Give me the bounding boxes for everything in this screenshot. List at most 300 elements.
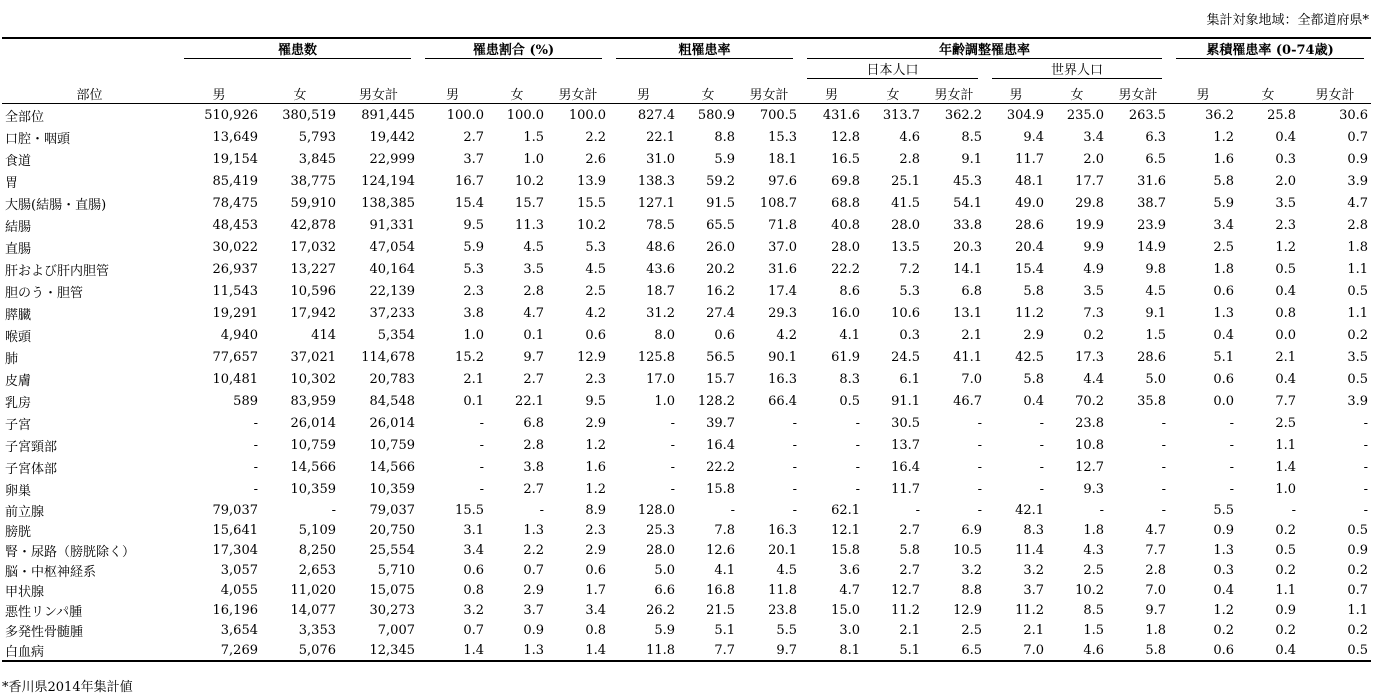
table-row (2, 500, 1371, 520)
table-cell: - (539, 502, 544, 518)
table-cell: 5,076 (261, 640, 339, 661)
table-cell: - (977, 502, 983, 518)
table-cell: - (855, 459, 861, 475)
table-cell: 11.7 (1015, 151, 1045, 167)
table-cell: 1.5 (1145, 327, 1167, 343)
table-cell: 5.0 (1145, 371, 1167, 387)
table-cell: 5.1 (863, 640, 923, 661)
header-part: 部位 (2, 79, 177, 104)
table-cell: 59.2 (706, 173, 736, 189)
table-cell: 4.5 (523, 239, 544, 255)
table-cell: 18.1 (768, 151, 798, 167)
table-cell: 83,959 (290, 393, 336, 409)
group-incidence-count: 罹患数 (177, 38, 418, 59)
table-cell: 14.1 (953, 261, 983, 277)
table-cell: 5.5 (1213, 502, 1235, 518)
table-cell: 26.0 (706, 239, 736, 255)
table-cell: 1.2 (1213, 129, 1235, 145)
table-cell: 2.2 (585, 129, 607, 145)
table-cell: 42,878 (290, 217, 336, 233)
header-male: 男 (609, 79, 678, 104)
table-cell: 49.0 (1015, 195, 1045, 211)
table-cell: 0.6 (1213, 283, 1235, 299)
table-cell: 1.7 (585, 582, 607, 598)
table-cell: 10,759 (290, 437, 336, 453)
table-cell: 13.9 (577, 173, 607, 189)
table-cell: - (479, 459, 484, 475)
table-cell: - (331, 502, 336, 518)
table-cell: 128.0 (637, 502, 676, 518)
table-cell: 15.7 (515, 195, 544, 211)
table-cell: 54.1 (953, 195, 983, 211)
table-cell: 26.2 (646, 602, 676, 618)
table-cell: 37,233 (369, 305, 415, 321)
row-part-name: 脳・中枢神経系 (5, 564, 97, 580)
table-cell: 114,678 (361, 349, 415, 365)
table-cell: 17,942 (290, 305, 336, 321)
table-cell: 18.7 (646, 283, 676, 299)
table-cell: 78.5 (646, 217, 676, 233)
table-cell: 0.4 (1023, 393, 1045, 409)
table-cell: 42.5 (1015, 349, 1045, 365)
table-cell: 16.3 (768, 522, 798, 538)
table-cell: 97.6 (768, 173, 798, 189)
row-part-name: 喉頭 (5, 329, 32, 345)
table-cell: 11,543 (212, 283, 258, 299)
table-cell: 71.8 (768, 217, 798, 233)
table-cell: 91,331 (369, 217, 415, 233)
table-cell: - (1039, 481, 1045, 497)
table-cell: 7.7 (1275, 393, 1297, 409)
table-cell: 0.1 (523, 327, 544, 343)
table-cell: - (792, 415, 798, 431)
table-cell: 36.2 (1205, 107, 1235, 123)
table-cell: 29.3 (768, 305, 798, 321)
table-cell: 10,596 (290, 283, 336, 299)
table-cell: 15.7 (706, 371, 736, 387)
table-cell: 1.3 (1213, 305, 1235, 321)
table-cell: - (1161, 502, 1167, 518)
table-cell: 21.5 (706, 602, 736, 618)
table-cell: 4,940 (220, 327, 258, 343)
group-cumulative-rate: 累積罹患率 (0-74歳) (1169, 38, 1371, 59)
table-cell: 56.5 (706, 349, 736, 365)
table-cell: 10.5 (953, 542, 983, 558)
table-cell: 589 (233, 393, 258, 409)
table-cell: 20.2 (706, 261, 736, 277)
table-cell: 15.4 (455, 195, 484, 211)
table-cell: 8.8 (714, 129, 736, 145)
table-cell: 2.0 (1275, 173, 1297, 189)
table-cell: 22.1 (646, 129, 676, 145)
table-cell: 1.2 (1275, 239, 1297, 255)
row-part-name: 前立腺 (5, 504, 45, 520)
table-row (2, 390, 1371, 412)
table-cell: 3.0 (839, 622, 861, 638)
row-part-name: 肝および肝内胆管 (5, 263, 110, 279)
table-cell: 28.6 (1015, 217, 1045, 233)
table-cell: 12.1 (831, 522, 861, 538)
group-age-adjusted-rate: 年齢調整罹患率 (800, 38, 1169, 59)
table-cell: 9.5 (463, 217, 484, 233)
table-cell: 91.5 (706, 195, 736, 211)
table-cell: 0.4 (1275, 283, 1297, 299)
table-cell: 6.1 (899, 371, 921, 387)
table-cell: 7,007 (377, 622, 415, 638)
table-cell: 8.3 (1023, 522, 1045, 538)
table-cell: 15,075 (369, 582, 415, 598)
table-cell: 20,783 (369, 371, 415, 387)
table-cell: - (1363, 459, 1369, 475)
table-cell: 2.8 (523, 283, 544, 299)
table-cell: 0.5 (1347, 371, 1369, 387)
table-cell: 10,759 (369, 437, 415, 453)
table-cell: 1.8 (1213, 261, 1235, 277)
table-cell: 90.1 (768, 349, 798, 365)
table-cell: 16.2 (706, 283, 736, 299)
table-cell: 1.4 (1275, 459, 1297, 475)
table-cell: 5.3 (585, 239, 607, 255)
table-cell: 17,304 (212, 542, 258, 558)
table-cell: 8.0 (654, 327, 676, 343)
table-cell: - (253, 437, 258, 453)
table-cell: 7.0 (985, 640, 1047, 661)
table-row (2, 126, 1371, 148)
incidence-table (2, 37, 1371, 662)
table-cell: 100.0 (446, 107, 484, 123)
table-cell: 69.8 (831, 173, 861, 189)
table-cell: 1.1 (1275, 437, 1297, 453)
header-total: 男女計 (547, 79, 609, 104)
table-cell: 11.2 (891, 602, 921, 618)
table-row (2, 258, 1371, 280)
table-cell: 39.7 (706, 415, 736, 431)
table-row (2, 368, 1371, 390)
table-cell: 68.8 (831, 195, 861, 211)
header-total: 男女計 (1107, 79, 1169, 104)
table-cell: 7.7 (1145, 542, 1167, 558)
header-male: 男 (985, 79, 1047, 104)
table-cell: 1.3 (523, 522, 544, 538)
table-cell: 304.9 (1006, 107, 1045, 123)
table-cell: 30,022 (212, 239, 258, 255)
table-cell: 9.3 (1083, 481, 1105, 497)
table-cell: 0.2 (1347, 622, 1369, 638)
header-female: 女 (1237, 79, 1299, 104)
table-cell: 2.8 (523, 437, 544, 453)
table-cell: 2.9 (523, 582, 544, 598)
table-cell: 10,359 (290, 481, 336, 497)
table-cell: 380,519 (282, 107, 336, 123)
population-japan: 日本人口 (800, 59, 985, 79)
table-cell: 31.6 (1137, 173, 1167, 189)
table-cell: 11.2 (1015, 602, 1045, 618)
row-part-name: 多発性骨髄腫 (5, 624, 84, 640)
table-cell: 16.3 (768, 371, 798, 387)
table-cell: - (792, 502, 798, 518)
table-row (2, 412, 1371, 434)
table-cell: 15.3 (768, 129, 798, 145)
table-cell: 11,020 (290, 582, 336, 598)
table-cell: - (855, 481, 861, 497)
table-row (2, 620, 1371, 640)
row-part-name: 肺 (5, 351, 19, 367)
table-cell: 138,385 (361, 195, 415, 211)
table-cell: 0.2 (1275, 622, 1297, 638)
row-part-name: 大腸(結腸・直腸) (5, 197, 107, 213)
table-cell: 19,442 (369, 129, 415, 145)
table-cell: 23.8 (1075, 415, 1105, 431)
table-cell: 3.4 (1083, 129, 1105, 145)
table-cell: 4.7 (523, 305, 544, 321)
table-cell: - (253, 415, 258, 431)
table-cell: 35.8 (1137, 393, 1167, 409)
table-cell: 4.5 (1145, 283, 1167, 299)
table-cell: 3.6 (839, 562, 861, 578)
header-total: 男女計 (339, 79, 418, 104)
table-cell: - (977, 415, 983, 431)
table-cell: 5.9 (714, 151, 736, 167)
table-cell: 0.5 (1275, 542, 1297, 558)
table-cell: 2.3 (585, 371, 607, 387)
table-cell: - (479, 481, 484, 497)
table-cell: 4.7 (839, 582, 861, 598)
table-cell: - (1363, 437, 1369, 453)
table-cell: - (670, 415, 676, 431)
table-cell: - (253, 481, 258, 497)
table-cell: 0.3 (899, 327, 921, 343)
table-cell: 100.0 (568, 107, 607, 123)
header-blank (2, 38, 177, 59)
table-cell: 19,154 (212, 151, 258, 167)
table-cell: 3.5 (1275, 195, 1297, 211)
table-cell: 5.3 (899, 283, 921, 299)
table-cell: 4.9 (1083, 261, 1105, 277)
table-cell: 2.9 (585, 542, 607, 558)
table-cell: 41.5 (891, 195, 921, 211)
table-cell: 125.8 (637, 349, 676, 365)
table-cell: - (730, 502, 736, 518)
table-cell: - (792, 437, 798, 453)
table-cell: 5,793 (298, 129, 336, 145)
table-cell: 0.4 (1275, 371, 1297, 387)
table-cell: 25.3 (646, 522, 676, 538)
table-cell: 22.2 (706, 459, 736, 475)
table-cell: 3.2 (463, 602, 484, 618)
table-cell: 1.8 (1145, 622, 1167, 638)
table-cell: 9.1 (961, 151, 983, 167)
row-part-name: 甲状腺 (5, 584, 45, 600)
table-cell: 3.5 (1347, 349, 1369, 365)
table-cell: - (1099, 502, 1105, 518)
table-cell: 12,345 (339, 640, 418, 661)
table-cell: 2.9 (1023, 327, 1045, 343)
table-cell: 29.8 (1075, 195, 1105, 211)
table-row (2, 302, 1371, 324)
table-cell: 10,359 (369, 481, 415, 497)
table-cell: 28.6 (1137, 349, 1167, 365)
table-cell: 9.7 (1145, 602, 1167, 618)
table-cell: 2.6 (585, 151, 607, 167)
table-cell: 8.5 (1083, 602, 1105, 618)
table-cell: 13.5 (891, 239, 921, 255)
table-cell: 827.4 (637, 107, 676, 123)
table-cell: 1.1 (1347, 305, 1369, 321)
table-cell: - (977, 437, 983, 453)
row-part-name: 腎・尿路（膀胱除く） (5, 544, 136, 560)
table-cell: 0.5 (1299, 640, 1371, 661)
table-cell: 4.6 (899, 129, 921, 145)
table-cell: 33.8 (953, 217, 983, 233)
table-cell: 8,250 (298, 542, 336, 558)
table-cell: 25.8 (1267, 107, 1297, 123)
table-cell: 85,419 (212, 173, 258, 189)
table-cell: 1.0 (654, 393, 676, 409)
table-cell: 700.5 (759, 107, 798, 123)
table-cell: 16.7 (455, 173, 484, 189)
table-cell: 138.3 (637, 173, 676, 189)
table-cell: 15.5 (455, 502, 484, 518)
table-cell: 2.7 (523, 371, 544, 387)
table-cell: 2.2 (523, 542, 544, 558)
table-cell: 7,269 (177, 640, 261, 661)
table-cell: 431.6 (822, 107, 861, 123)
table-cell: 37.0 (768, 239, 798, 255)
table-cell: 1.5 (523, 129, 544, 145)
header-total: 男女計 (1299, 79, 1371, 104)
table-cell: 1.2 (585, 481, 607, 497)
table-cell: 2.7 (463, 129, 484, 145)
table-cell: 4.4 (1083, 371, 1105, 387)
table-cell: - (1039, 459, 1045, 475)
table-cell: 2.1 (899, 622, 921, 638)
table-cell: 20,750 (369, 522, 415, 538)
table-cell: 26,014 (290, 415, 336, 431)
table-cell: 5.9 (1213, 195, 1235, 211)
table-cell: 22.1 (515, 393, 544, 409)
table-cell: 1.0 (463, 327, 484, 343)
table-cell: 0.4 (1275, 129, 1297, 145)
table-body (2, 104, 1371, 662)
table-cell: 0.5 (839, 393, 861, 409)
table-cell: - (792, 481, 798, 497)
table-cell: 0.1 (463, 393, 484, 409)
table-cell: 3.8 (523, 459, 544, 475)
table-cell: 1.3 (487, 640, 547, 661)
table-cell: 0.2 (1213, 622, 1235, 638)
table-cell: 1.5 (1083, 622, 1105, 638)
table-cell: 4.6 (1047, 640, 1107, 661)
table-cell: 0.6 (585, 562, 607, 578)
header-group-row (2, 38, 1371, 59)
table-cell: 2.8 (899, 151, 921, 167)
table-cell: 5,109 (298, 522, 336, 538)
table-cell: 1.4 (418, 640, 487, 661)
table-cell: 1.8 (1083, 522, 1105, 538)
table-cell: 17.7 (1075, 173, 1105, 189)
table-cell: 16.5 (831, 151, 861, 167)
row-part-name: 結腸 (5, 219, 32, 235)
table-cell: 2.7 (899, 522, 921, 538)
table-cell: 22,139 (369, 283, 415, 299)
table-cell: 2.9 (585, 415, 607, 431)
table-cell: - (855, 437, 861, 453)
table-cell: 3.5 (1083, 283, 1105, 299)
row-part-name: 膵臓 (5, 307, 32, 323)
table-cell: 127.1 (637, 195, 676, 211)
row-part-name: 子宮体部 (5, 461, 58, 477)
table-cell: 0.9 (1275, 602, 1297, 618)
table-cell: 16.0 (831, 305, 861, 321)
table-cell: 0.9 (1347, 151, 1369, 167)
table-cell: 11.2 (1015, 305, 1045, 321)
table-cell: 0.7 (463, 622, 484, 638)
table-cell: 27.4 (706, 305, 736, 321)
table-cell: 10.2 (577, 217, 607, 233)
table-cell: 6.9 (961, 522, 983, 538)
table-cell: 14.9 (1137, 239, 1167, 255)
table-cell: 4.2 (585, 305, 607, 321)
row-part-name: 悪性リンパ腫 (5, 604, 83, 620)
table-cell: 9.8 (1145, 261, 1167, 277)
table-cell: 7.8 (714, 522, 736, 538)
table-cell: 16.8 (706, 582, 736, 598)
table-cell: 10.2 (515, 173, 544, 189)
table-cell: 0.4 (1213, 327, 1235, 343)
table-row (2, 148, 1371, 170)
table-cell: 20.1 (768, 542, 798, 558)
table-cell: 5.3 (463, 261, 484, 277)
table-cell: - (1229, 481, 1235, 497)
header-female: 女 (678, 79, 738, 104)
table-cell: 15,641 (212, 522, 258, 538)
table-cell: 22,999 (369, 151, 415, 167)
table-cell: 0.3 (1213, 562, 1235, 578)
table-cell: 3.2 (961, 562, 983, 578)
row-part-name: 卵巣 (5, 483, 32, 499)
table-cell: 3.9 (1347, 173, 1369, 189)
table-cell: 3.9 (1347, 393, 1369, 409)
table-cell: 6.8 (523, 415, 544, 431)
table-cell: 12.9 (577, 349, 607, 365)
header-male: 男 (177, 79, 261, 104)
table-cell: 62.1 (831, 502, 861, 518)
row-part-name: 食道 (5, 153, 32, 169)
row-part-name: 子宮頸部 (5, 439, 58, 455)
table-cell: 3.7 (1023, 582, 1045, 598)
table-cell: 4.5 (776, 562, 798, 578)
table-cell: 0.0 (1275, 327, 1297, 343)
header-male: 男 (800, 79, 863, 104)
table-cell: 2.5 (585, 283, 607, 299)
table-cell: 16.4 (706, 437, 736, 453)
table-cell: 15.4 (1015, 261, 1045, 277)
table-cell: 22.2 (831, 261, 861, 277)
table-cell: 15.2 (455, 349, 484, 365)
table-row (2, 192, 1371, 214)
table-cell: 2.7 (899, 562, 921, 578)
table-cell: 0.8 (1275, 305, 1297, 321)
table-cell: 4.5 (585, 261, 607, 277)
table-cell: 30,273 (369, 602, 415, 618)
table-cell: 235.0 (1066, 107, 1105, 123)
row-part-name: 直腸 (5, 241, 32, 257)
table-cell: 17,032 (290, 239, 336, 255)
header-male: 男 (1169, 79, 1237, 104)
table-cell: 0.7 (1347, 582, 1369, 598)
table-cell: - (479, 437, 484, 453)
table-cell: 128.2 (697, 393, 736, 409)
